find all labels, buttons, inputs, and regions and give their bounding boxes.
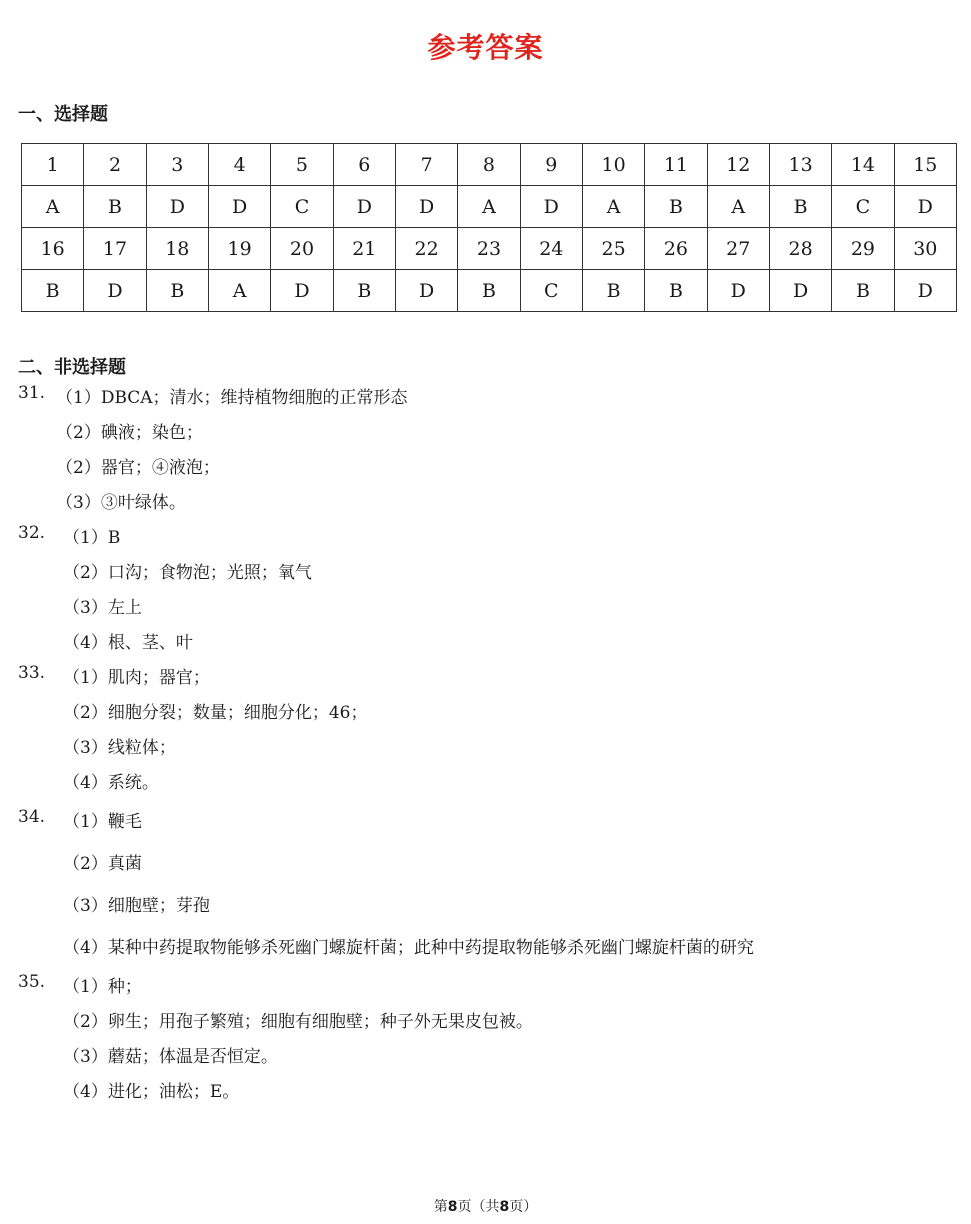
answer-cell: C	[520, 270, 582, 312]
answer-part: （1）种；	[63, 977, 142, 997]
answer-cell: B	[146, 270, 208, 312]
question-number-cell: 23	[458, 228, 520, 270]
question-number-cell: 26	[645, 228, 707, 270]
question-number: 33.	[18, 663, 46, 683]
question-number-cell: 3	[146, 144, 208, 186]
answer-part: （4）根、茎、叶	[63, 633, 193, 653]
page-footer: 第8页（共8页）	[433, 1199, 538, 1215]
answer-part: （1）鞭毛	[63, 812, 142, 832]
question-number-cell: 21	[333, 228, 395, 270]
answer-part: （2）细胞分裂；数量；细胞分化；46；	[63, 703, 368, 723]
question-number-cell: 7	[395, 144, 457, 186]
question-number-cell: 4	[208, 144, 270, 186]
answer-cell: D	[707, 270, 769, 312]
question-number-cell: 29	[832, 228, 894, 270]
answer-cell: D	[395, 270, 457, 312]
question-number-cell: 2	[84, 144, 146, 186]
question-number-row	[22, 144, 957, 186]
answer-part: （1）DBCA；清水；维持植物细胞的正常形态	[56, 388, 408, 408]
question-number-cell: 22	[395, 228, 457, 270]
section-heading-choice: 一、选择题	[18, 104, 108, 125]
answer-cell: B	[769, 186, 831, 228]
question-number-cell: 5	[271, 144, 333, 186]
answer-cell: B	[645, 270, 707, 312]
answer-part: （3）左上	[63, 598, 142, 618]
answer-cell: B	[645, 186, 707, 228]
question-number-cell: 10	[582, 144, 644, 186]
question-number: 35.	[18, 972, 46, 992]
answer-cell: A	[22, 186, 84, 228]
answer-cell: C	[832, 186, 894, 228]
question-number-cell: 6	[333, 144, 395, 186]
answer-cell: D	[208, 186, 270, 228]
answer-cell: B	[333, 270, 395, 312]
question-number-cell: 15	[894, 144, 956, 186]
answer-cell: C	[271, 186, 333, 228]
question-number-cell: 19	[208, 228, 270, 270]
question-number-cell: 8	[458, 144, 520, 186]
answer-cell: D	[769, 270, 831, 312]
answer-cell: A	[458, 186, 520, 228]
answer-cell: D	[894, 270, 956, 312]
answer-part: （2）口沟；食物泡；光照；氧气	[63, 563, 312, 583]
answer-cell: D	[520, 186, 582, 228]
answer-cell: D	[146, 186, 208, 228]
answer-cell: D	[395, 186, 457, 228]
answer-cell: A	[582, 186, 644, 228]
answer-part: （4）系统。	[63, 773, 159, 793]
answer-cell: D	[271, 270, 333, 312]
question-number-cell: 14	[832, 144, 894, 186]
question-number-cell: 13	[769, 144, 831, 186]
question-number-cell: 27	[707, 228, 769, 270]
answer-table	[21, 143, 957, 312]
answer-cell: D	[333, 186, 395, 228]
question-number-cell: 17	[84, 228, 146, 270]
answer-part: （2）器官；④液泡；	[56, 458, 220, 478]
answer-part: （4）某种中药提取物能够杀死幽门螺旋杆菌；此种中药提取物能够杀死幽门螺旋杆菌的研究	[63, 938, 754, 958]
answer-cell: B	[582, 270, 644, 312]
answer-part: （2）碘液；染色；	[56, 423, 203, 443]
question-number: 31.	[18, 383, 46, 403]
answer-cell: B	[458, 270, 520, 312]
question-number-cell: 18	[146, 228, 208, 270]
question-number-cell: 11	[645, 144, 707, 186]
question-number-cell: 28	[769, 228, 831, 270]
question-number-cell: 16	[22, 228, 84, 270]
answer-cell: B	[832, 270, 894, 312]
question-number: 34.	[18, 807, 46, 827]
answer-part: （3）蘑菇；体温是否恒定。	[63, 1047, 278, 1067]
answer-part: （2）卵生；用孢子繁殖；细胞有细胞壁；种子外无果皮包被。	[63, 1012, 533, 1032]
answer-row	[22, 270, 957, 312]
answer-part: （1）B	[63, 528, 121, 548]
question-number-row	[22, 228, 957, 270]
question-number-cell: 25	[582, 228, 644, 270]
answer-part: （4）进化；油松；E。	[63, 1082, 240, 1102]
question-number-cell: 1	[22, 144, 84, 186]
question-number: 32.	[18, 523, 46, 543]
answer-row	[22, 186, 957, 228]
answer-cell: A	[208, 270, 270, 312]
section-heading-nonchoice: 二、非选择题	[18, 357, 126, 378]
page-title: 参考答案	[427, 31, 544, 64]
answer-part: （2）真菌	[63, 854, 142, 874]
answer-part: （3）线粒体；	[63, 738, 176, 758]
answer-cell: D	[84, 270, 146, 312]
answer-cell: B	[22, 270, 84, 312]
answer-cell: A	[707, 186, 769, 228]
answer-part: （3）③叶绿体。	[56, 493, 186, 513]
answer-cell: D	[894, 186, 956, 228]
answer-cell: B	[84, 186, 146, 228]
question-number-cell: 24	[520, 228, 582, 270]
question-number-cell: 12	[707, 144, 769, 186]
question-number-cell: 30	[894, 228, 956, 270]
answer-part: （1）肌肉；器官；	[63, 668, 210, 688]
question-number-cell: 20	[271, 228, 333, 270]
question-number-cell: 9	[520, 144, 582, 186]
answer-part: （3）细胞壁；芽孢	[63, 896, 210, 916]
